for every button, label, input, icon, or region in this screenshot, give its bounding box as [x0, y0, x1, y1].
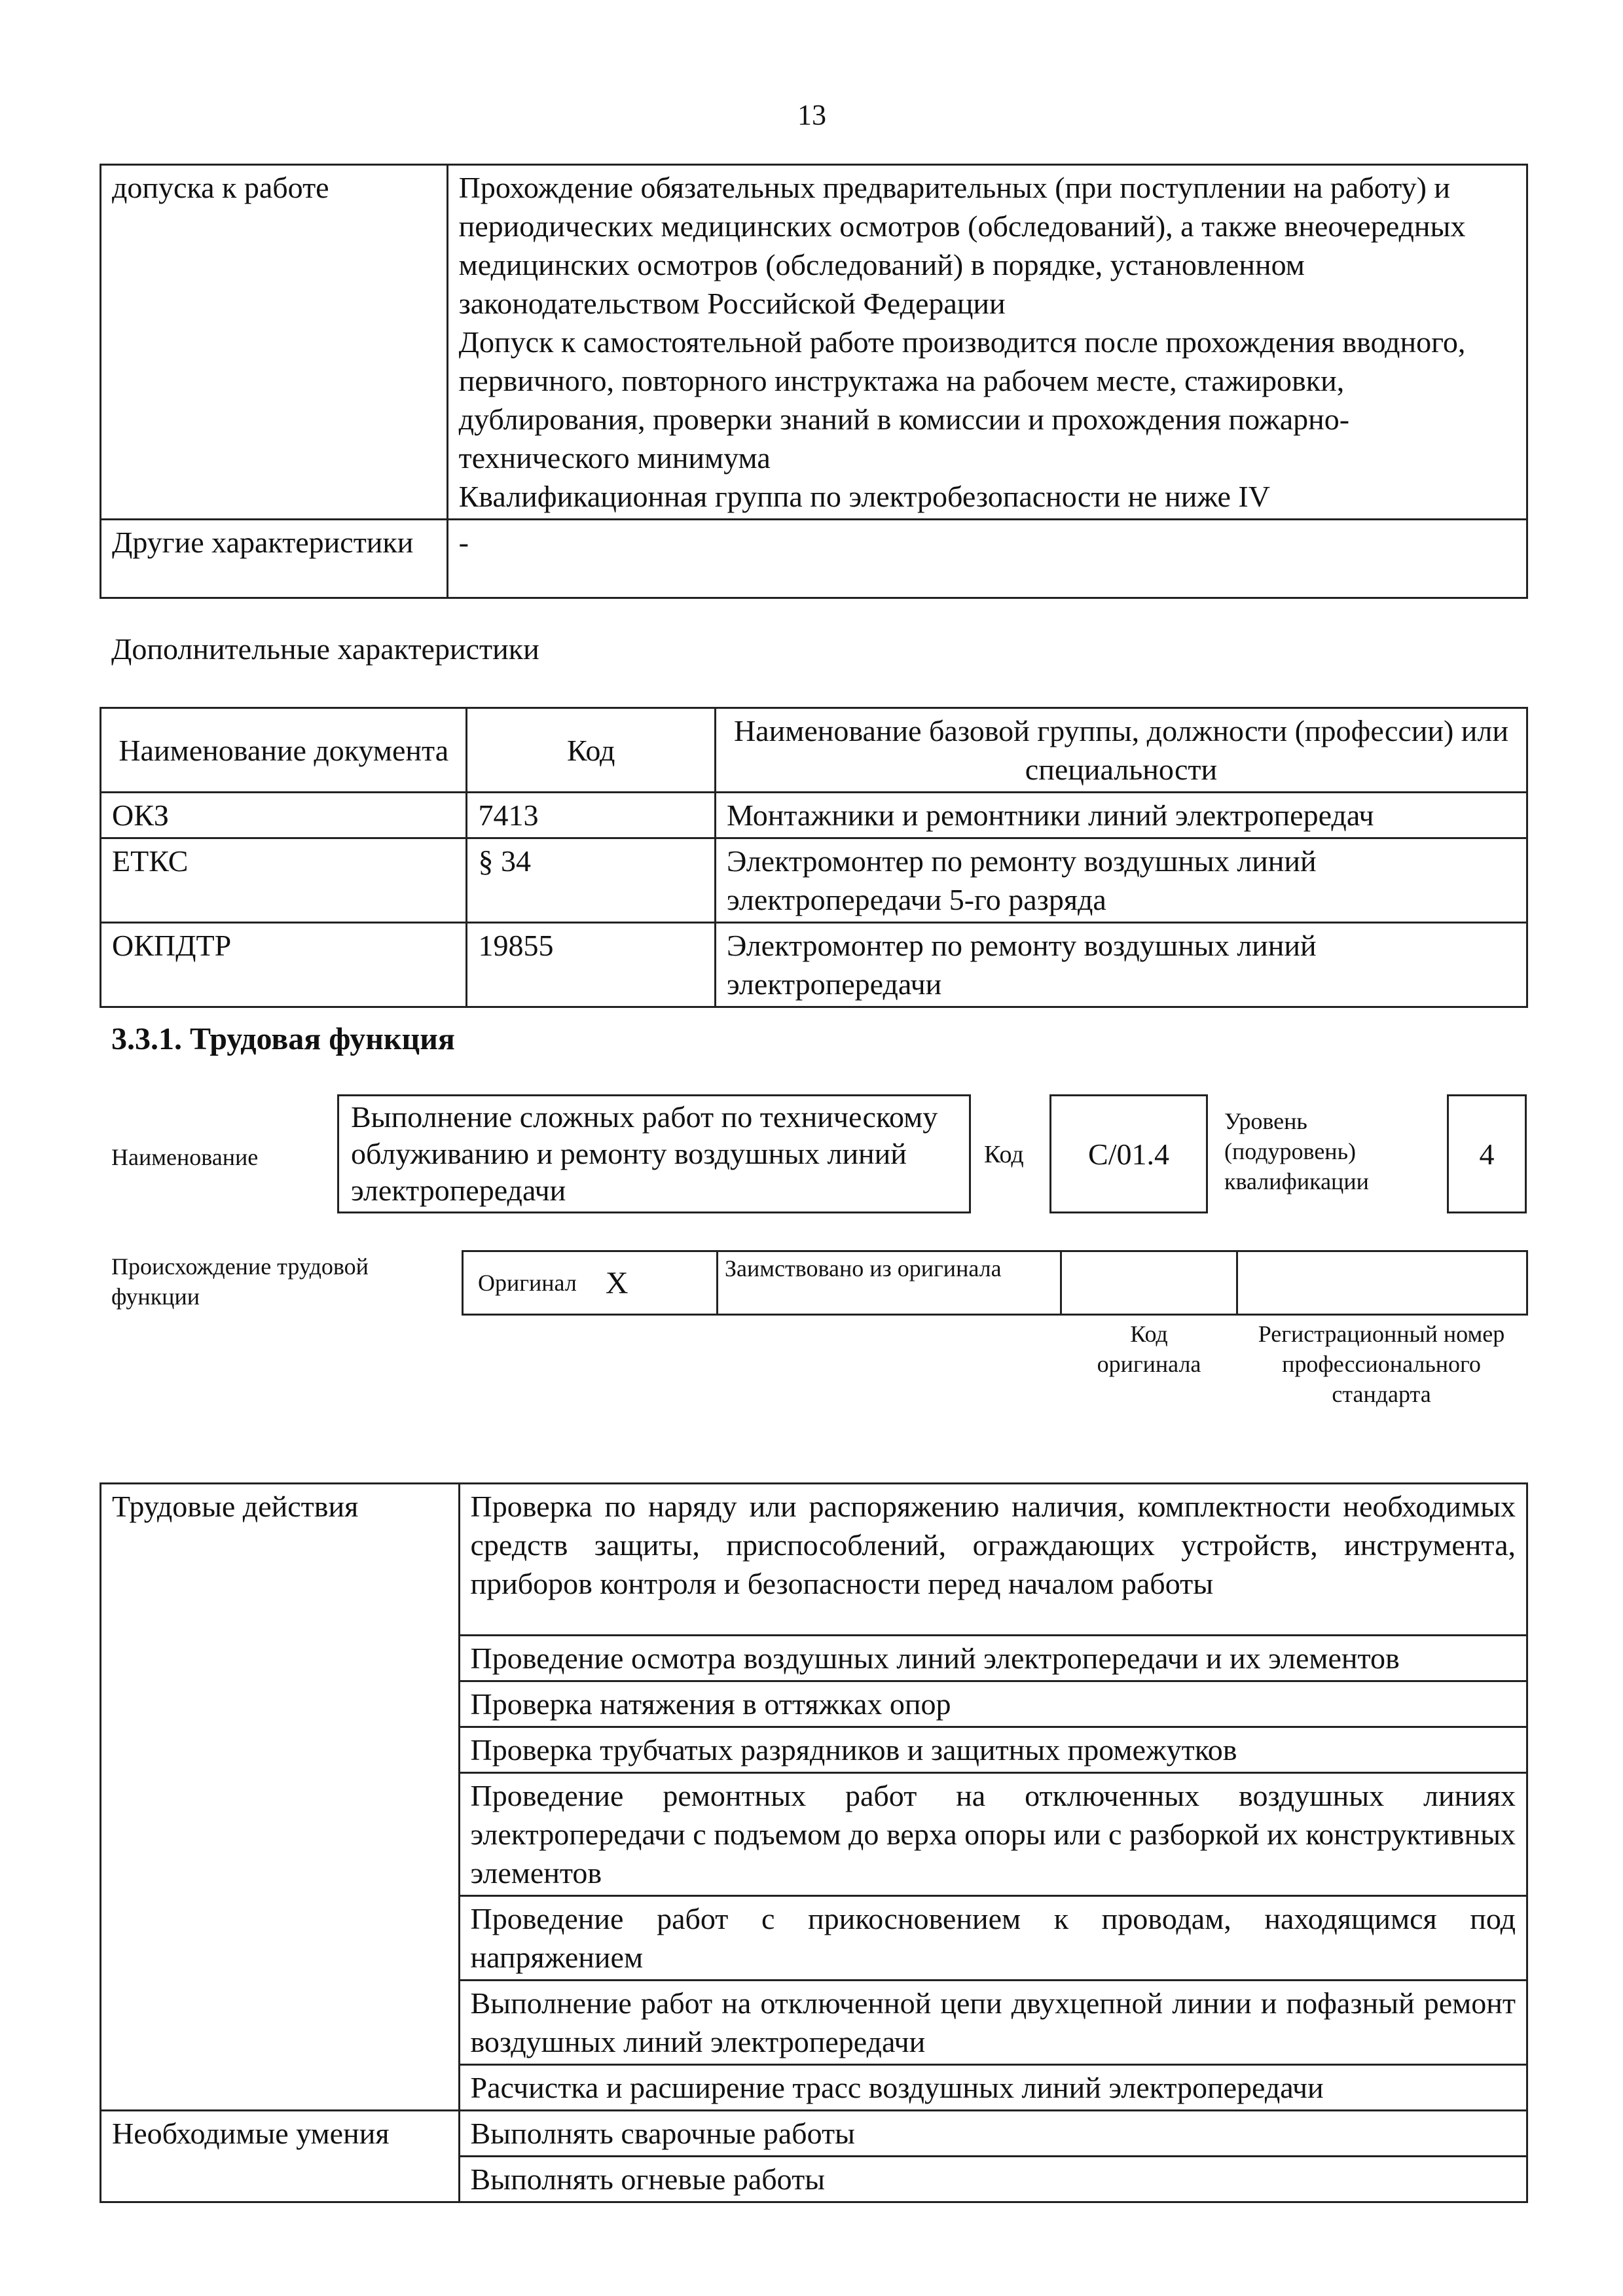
col-header-group: Наименование базовой группы, должности (профессии) или специальности: [715, 708, 1527, 793]
action-item: Расчистка и расширение трасс воздушных линий электропередачи: [459, 2065, 1527, 2111]
action-item: Проведение ремонтных работ на отключенных воздушных линиях электропередачи с подъемом до верха опоры или с разборкой их конструктивных элементов: [459, 1773, 1527, 1896]
table-row: [101, 923, 1527, 1007]
page-number: 13: [797, 99, 826, 131]
table-header-row: [101, 708, 1527, 793]
function-name-box: [337, 1094, 971, 1213]
requirement-medical: Прохождение обязательных предварительных (при поступлении на работу) и периодических медицинских осмотров (обследований), а также внеочередных медицинских осмотров (обследований) в порядке, установленном законодательством Российской Федерации: [458, 171, 1466, 320]
function-name-value: Выполнение сложных работ по техническому облуживанию и ремонту воздушных линий электропередачи: [351, 1100, 938, 1207]
row-label-admission: допуска к работе: [101, 165, 448, 520]
origin-original-cell: [462, 1250, 718, 1316]
skills-label: Необходимые умения: [101, 2111, 460, 2202]
caption-registration-number: Регистрационный номер профессионального стандарта: [1258, 1321, 1505, 1407]
doc-cell: ЕТКС: [101, 838, 467, 923]
section-heading-additional: Дополнительные характеристики: [111, 632, 539, 666]
original-label: Оригинал: [478, 1270, 577, 1296]
skill-item: Выполнять огневые работы: [459, 2157, 1527, 2202]
additional-characteristics-table: [100, 707, 1528, 1008]
origin-borrowed-cell: [716, 1250, 1062, 1316]
actions-label: Трудовые действия: [101, 1484, 460, 2111]
code-cell: 19855: [467, 923, 715, 1007]
action-item: Выполнение работ на отключенной цепи двухцепной линии и пофазный ремонт воздушных линий электропередачи: [459, 1981, 1527, 2065]
name-label: Наименование: [111, 1144, 259, 1170]
action-item: Проведение работ с прикосновением к проводам, находящимся под напряжением: [459, 1896, 1527, 1981]
other-characteristics-value: -: [447, 520, 1527, 598]
group-cell: Электромонтер по ремонту воздушных линий электропередачи: [715, 923, 1527, 1007]
function-code-box: [1049, 1094, 1208, 1213]
col-header-code: Код: [467, 708, 715, 793]
table-row: [101, 838, 1527, 923]
code-cell: § 34: [467, 838, 715, 923]
origin-code-cell: [1060, 1250, 1238, 1316]
admission-table: [100, 164, 1528, 599]
skill-item: Выполнять сварочные работы: [459, 2111, 1527, 2157]
function-code-value: C/01.4: [1088, 1137, 1169, 1171]
action-item: Проверка натяжения в оттяжках опор: [459, 1681, 1527, 1727]
origin-label: Происхождение трудовой функции: [111, 1253, 369, 1310]
level-label: Уровень (подуровень) квалификации: [1224, 1108, 1369, 1194]
requirement-electrical-group: Квалификационная группа по электробезопасности не ниже IV: [458, 480, 1270, 513]
table-row: [101, 165, 1527, 520]
function-heading: 3.3.1. Трудовая функция: [111, 1022, 455, 1056]
level-box: [1447, 1094, 1527, 1213]
doc-cell: ОКПДТР: [101, 923, 467, 1007]
level-value: 4: [1479, 1137, 1495, 1171]
labor-actions-table: [100, 1482, 1528, 2203]
code-cell: 7413: [467, 793, 715, 838]
table-row: [101, 793, 1527, 838]
row-label-other: Другие характеристики: [101, 520, 448, 598]
requirement-instruction: Допуск к самостоятельной работе производится после прохождения вводного, первичного, повторного инструктажа на рабочем месте, стажировки, дублирования, проверки знаний в комиссии и прохождения пожарно-технического минимума: [458, 325, 1466, 475]
group-cell: Монтажники и ремонтники линий электропередач: [715, 793, 1527, 838]
table-row: [101, 1484, 1527, 1636]
code-label: Код: [984, 1141, 1024, 1168]
table-row: [101, 520, 1527, 598]
caption-original-code: Код оригинала: [1097, 1321, 1201, 1377]
action-item: Проверка по наряду или распоряжению наличия, комплектности необходимых средств защиты, приспособлений, ограждающих устройств, инструмента, приборов контроля и безопасности перед началом работы: [459, 1484, 1527, 1636]
doc-cell: ОКЗ: [101, 793, 467, 838]
admission-requirements: [447, 165, 1527, 520]
action-item: Проверка трубчатых разрядников и защитных промежутков: [459, 1727, 1527, 1773]
table-row: [101, 2111, 1527, 2157]
borrowed-label: Заимствовано из оригинала: [725, 1255, 1002, 1282]
group-cell: Электромонтер по ремонту воздушных линий электропередачи 5-го разряда: [715, 838, 1527, 923]
action-item: Проведение осмотра воздушных линий электропередачи и их элементов: [459, 1636, 1527, 1681]
original-mark: X: [605, 1265, 629, 1300]
col-header-document: Наименование документа: [101, 708, 467, 793]
origin-regnum-cell: [1236, 1250, 1528, 1316]
